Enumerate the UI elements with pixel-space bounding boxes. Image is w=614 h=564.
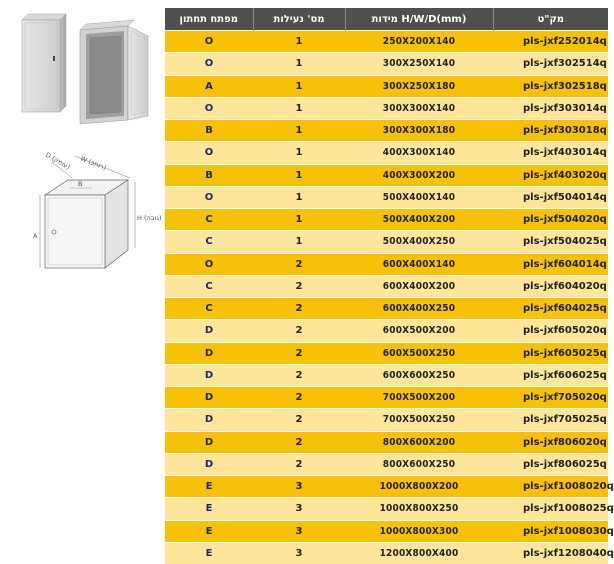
table-row xyxy=(165,97,608,119)
part-cell: pls-jxf605020q xyxy=(493,320,608,342)
header-locks: מס' נעילות xyxy=(253,8,345,31)
locks-cell: 2 xyxy=(253,342,345,364)
dims-cell: 300X300X140 xyxy=(345,97,493,119)
locks-cell: 1 xyxy=(253,209,345,231)
part-cell: pls-jxf705025q xyxy=(493,409,608,431)
base-cell: A xyxy=(165,75,253,97)
part-cell: pls-jxf504014q xyxy=(493,186,608,208)
base-cell: E xyxy=(165,498,253,520)
part-cell: pls-jxf605025q xyxy=(493,342,608,364)
dims-cell: 600X400X140 xyxy=(345,253,493,275)
table-row xyxy=(165,342,608,364)
dims-cell: 600X500X250 xyxy=(345,342,493,364)
closed-cabinet-image xyxy=(22,14,66,112)
base-cell: O xyxy=(165,31,253,53)
dims-cell: 800X600X250 xyxy=(345,453,493,475)
header-dims: H/W/D(mm) מידות xyxy=(345,8,493,31)
base-cell: D xyxy=(165,431,253,453)
locks-cell: 3 xyxy=(253,498,345,520)
table-row xyxy=(165,542,608,564)
dims-cell: 250X200X140 xyxy=(345,31,493,53)
base-cell: B xyxy=(165,164,253,186)
locks-cell: 3 xyxy=(253,476,345,498)
locks-cell: 1 xyxy=(253,97,345,119)
base-cell: D xyxy=(165,453,253,475)
part-cell: pls-jxf1008025q xyxy=(493,498,608,520)
spec-table xyxy=(165,8,608,564)
table-row xyxy=(165,142,608,164)
dims-cell: 1000X800X300 xyxy=(345,520,493,542)
header-base: מפתח תחתון xyxy=(165,8,253,31)
header-part: מק"ט xyxy=(493,8,608,31)
table-row xyxy=(165,231,608,253)
part-cell: pls-jxf403020q xyxy=(493,164,608,186)
table-row xyxy=(165,364,608,386)
locks-cell: 1 xyxy=(253,75,345,97)
part-cell: pls-jxf1208040q xyxy=(493,542,608,564)
part-cell: pls-jxf504020q xyxy=(493,209,608,231)
open-cabinet-image xyxy=(80,20,148,124)
table-row xyxy=(165,75,608,97)
part-cell: pls-jxf302514q xyxy=(493,53,608,75)
table-row xyxy=(165,320,608,342)
depth-label: D (עומק) xyxy=(44,151,71,171)
table-row xyxy=(165,253,608,275)
locks-cell: 1 xyxy=(253,53,345,75)
locks-cell: 1 xyxy=(253,31,345,53)
base-cell: D xyxy=(165,387,253,409)
part-cell: pls-jxf604020q xyxy=(493,275,608,297)
part-cell: pls-jxf705020q xyxy=(493,387,608,409)
dims-cell: 800X600X200 xyxy=(345,431,493,453)
locks-cell: 2 xyxy=(253,387,345,409)
base-cell: D xyxy=(165,320,253,342)
table-row xyxy=(165,209,608,231)
part-cell: pls-jxf302518q xyxy=(493,75,608,97)
locks-cell: 2 xyxy=(253,453,345,475)
dimension-b-label: B xyxy=(78,180,82,188)
locks-cell: 1 xyxy=(253,120,345,142)
base-cell: D xyxy=(165,342,253,364)
dims-cell: 400X300X140 xyxy=(345,142,493,164)
locks-cell: 3 xyxy=(253,542,345,564)
table-row xyxy=(165,186,608,208)
base-cell: D xyxy=(165,409,253,431)
dims-cell: 300X250X140 xyxy=(345,53,493,75)
table-row xyxy=(165,164,608,186)
dims-cell: 500X400X140 xyxy=(345,186,493,208)
dims-cell: 1000X800X200 xyxy=(345,476,493,498)
locks-cell: 1 xyxy=(253,186,345,208)
locks-cell: 1 xyxy=(253,231,345,253)
base-cell: D xyxy=(165,364,253,386)
locks-cell: 2 xyxy=(253,409,345,431)
base-cell: E xyxy=(165,520,253,542)
dims-cell: 1200X800X400 xyxy=(345,542,493,564)
dims-cell: 600X400X250 xyxy=(345,298,493,320)
part-cell: pls-jxf303014q xyxy=(493,97,608,119)
product-photo xyxy=(8,12,158,124)
locks-cell: 3 xyxy=(253,520,345,542)
dims-cell: 600X500X200 xyxy=(345,320,493,342)
dims-cell: 400X300X200 xyxy=(345,164,493,186)
part-cell: pls-jxf303018q xyxy=(493,120,608,142)
part-cell: pls-jxf806025q xyxy=(493,453,608,475)
table-row xyxy=(165,298,608,320)
dims-cell: 500X400X250 xyxy=(345,231,493,253)
base-cell: O xyxy=(165,53,253,75)
dims-cell: 500X400X200 xyxy=(345,209,493,231)
base-cell: C xyxy=(165,209,253,231)
height-label: H (גובה) xyxy=(137,214,162,222)
locks-cell: 2 xyxy=(253,298,345,320)
dimension-drawing xyxy=(30,150,155,280)
table-row xyxy=(165,31,608,53)
part-cell: pls-jxf403014q xyxy=(493,142,608,164)
table-row xyxy=(165,120,608,142)
part-cell: pls-jxf604014q xyxy=(493,253,608,275)
dims-cell: 300X300X180 xyxy=(345,120,493,142)
base-cell: B xyxy=(165,120,253,142)
part-cell: pls-jxf604025q xyxy=(493,298,608,320)
base-cell: O xyxy=(165,253,253,275)
locks-cell: 1 xyxy=(253,142,345,164)
width-label: W (רוחב) xyxy=(79,154,107,172)
table-body xyxy=(165,31,608,564)
dims-cell: 1000X800X250 xyxy=(345,498,493,520)
table-row xyxy=(165,453,608,475)
table-row xyxy=(165,275,608,297)
dims-cell: 700X500X250 xyxy=(345,409,493,431)
table-row xyxy=(165,409,608,431)
part-cell: pls-jxf806020q xyxy=(493,431,608,453)
part-cell: pls-jxf504025q xyxy=(493,231,608,253)
base-cell: O xyxy=(165,142,253,164)
locks-cell: 2 xyxy=(253,431,345,453)
table-row xyxy=(165,431,608,453)
base-cell: C xyxy=(165,231,253,253)
dims-cell: 700X500X200 xyxy=(345,387,493,409)
dims-cell: 600X400X200 xyxy=(345,275,493,297)
table-row xyxy=(165,387,608,409)
locks-cell: 2 xyxy=(253,275,345,297)
table-row xyxy=(165,520,608,542)
base-cell: O xyxy=(165,186,253,208)
dims-cell: 600X600X250 xyxy=(345,364,493,386)
table-header-row xyxy=(165,8,608,31)
table-row xyxy=(165,53,608,75)
part-cell: pls-jxf252014q xyxy=(493,31,608,53)
dimension-a-label: A xyxy=(33,232,38,240)
base-cell: C xyxy=(165,275,253,297)
base-cell: E xyxy=(165,476,253,498)
part-cell: pls-jxf606025q xyxy=(493,364,608,386)
locks-cell: 2 xyxy=(253,364,345,386)
locks-cell: 2 xyxy=(253,320,345,342)
locks-cell: 2 xyxy=(253,253,345,275)
part-cell: pls-jxf1008020q xyxy=(493,476,608,498)
dims-cell: 300X250X180 xyxy=(345,75,493,97)
part-cell: pls-jxf1008030q xyxy=(493,520,608,542)
table-row xyxy=(165,498,608,520)
base-cell: E xyxy=(165,542,253,564)
locks-cell: 1 xyxy=(253,164,345,186)
base-cell: C xyxy=(165,298,253,320)
base-cell: O xyxy=(165,97,253,119)
table-row xyxy=(165,476,608,498)
